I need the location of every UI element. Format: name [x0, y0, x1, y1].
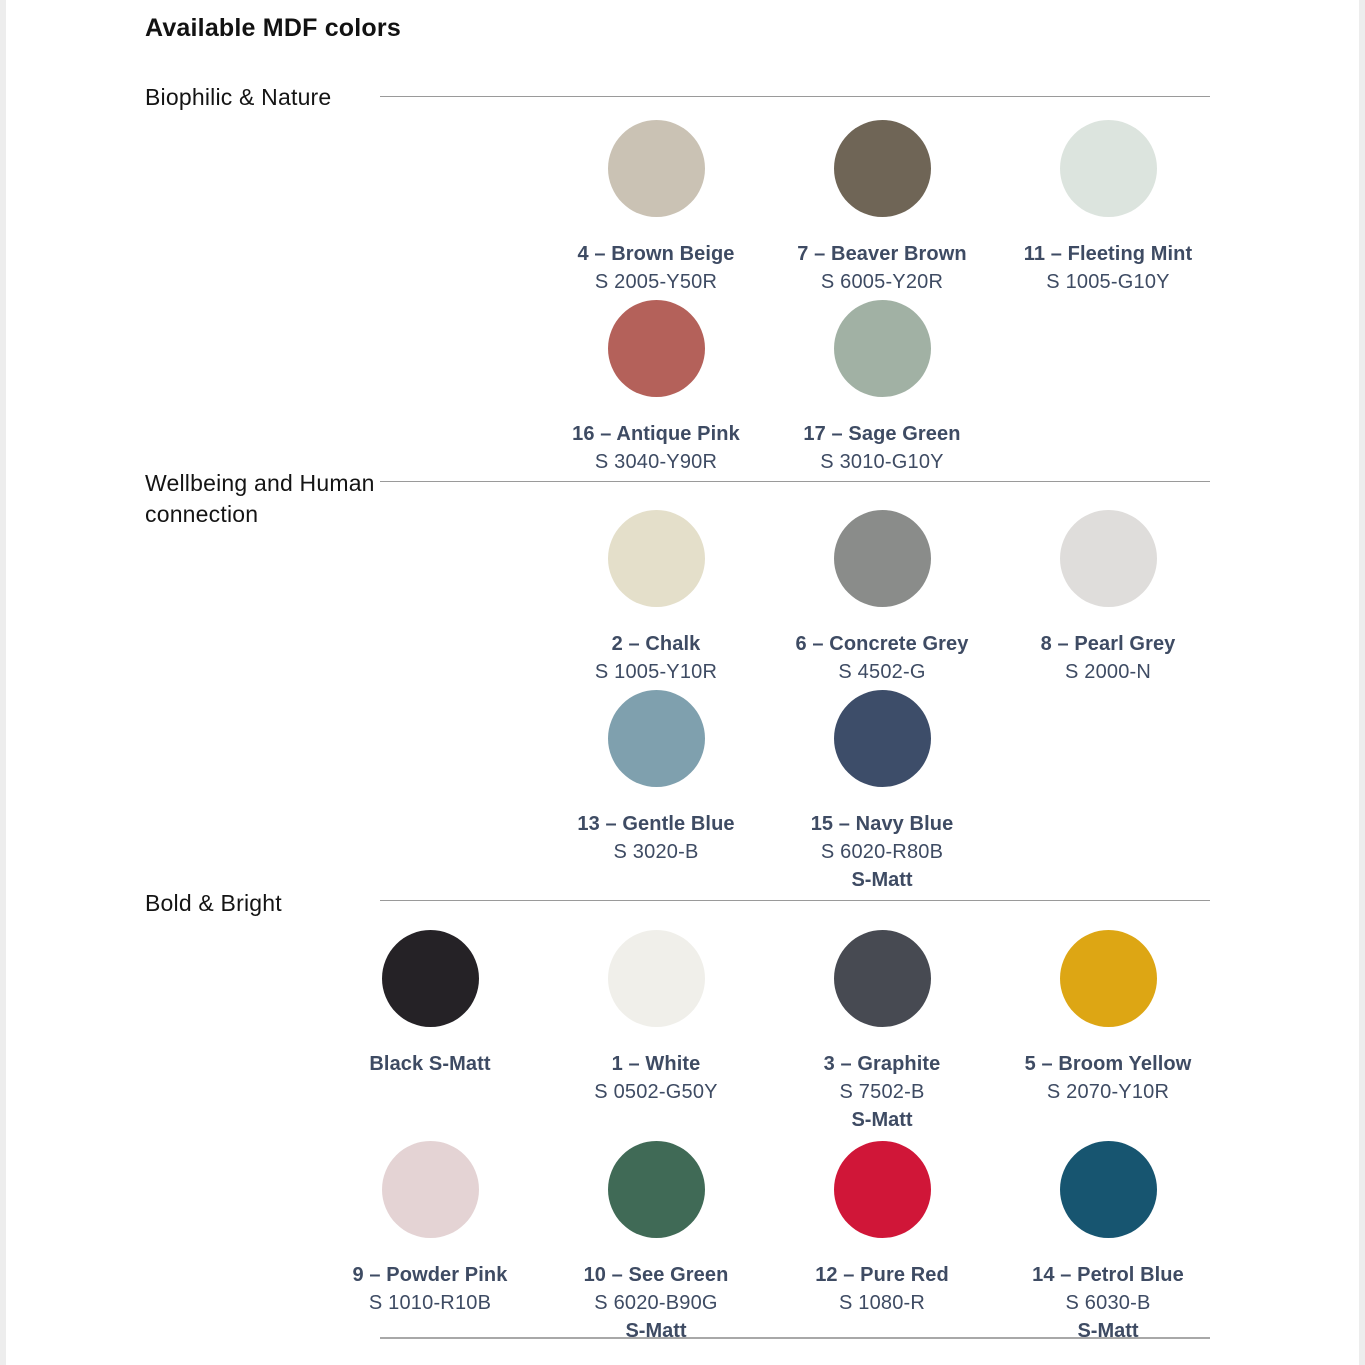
- section-header: Biophilic & Nature: [145, 84, 332, 110]
- section-divider-line: [380, 481, 1210, 482]
- color-swatch: [608, 930, 705, 1027]
- color-swatch: [1060, 510, 1157, 607]
- swatch-cell: [543, 300, 769, 474]
- swatch-cell: [769, 1141, 995, 1343]
- swatch-code: S 3040-Y90R: [594, 451, 718, 473]
- page-title: Available MDF colors: [145, 14, 401, 42]
- swatch-row: [317, 510, 1221, 684]
- swatch-code: S 2070-Y10R: [1046, 1081, 1170, 1103]
- swatch-code: S 6030-B: [1065, 1292, 1151, 1314]
- swatch-name: 11 – Fleeting Mint: [1023, 243, 1193, 265]
- color-swatch: [608, 300, 705, 397]
- color-swatch: [834, 930, 931, 1027]
- swatch-row: [317, 120, 1221, 294]
- swatch-name: Black S-Matt: [369, 1053, 491, 1075]
- swatch-code: S 4502-G: [838, 661, 926, 683]
- swatch-row: [317, 300, 1221, 474]
- page-edge-left: [0, 0, 6, 1365]
- section-header: Wellbeing and Human connection: [145, 470, 375, 527]
- swatch-name: 4 – Brown Beige: [577, 243, 735, 265]
- section-header: Bold & Bright: [145, 890, 282, 916]
- swatch-cell: [769, 930, 995, 1132]
- swatch-cell: [543, 690, 769, 892]
- swatch-cell: [769, 120, 995, 294]
- swatch-code: S 1080-R: [838, 1292, 926, 1314]
- color-swatch: [382, 930, 479, 1027]
- swatch-finish-label: S-Matt: [625, 1320, 687, 1342]
- swatch-cell: [317, 1141, 543, 1343]
- swatch-name: 14 – Petrol Blue: [1032, 1264, 1184, 1286]
- swatch-code: S 1005-Y10R: [594, 661, 718, 683]
- swatch-name: 3 – Graphite: [823, 1053, 941, 1075]
- color-swatch: [834, 690, 931, 787]
- swatch-name: 7 – Beaver Brown: [797, 243, 967, 265]
- swatch-code: S 3020-B: [613, 841, 699, 863]
- swatch-name: 17 – Sage Green: [803, 423, 961, 445]
- swatch-name: 1 – White: [611, 1053, 701, 1075]
- swatch-finish-label: S-Matt: [1077, 1320, 1139, 1342]
- swatch-cell: [543, 930, 769, 1132]
- swatch-name: 15 – Navy Blue: [810, 813, 954, 835]
- swatch-code: S 1010-R10B: [368, 1292, 492, 1314]
- color-swatch: [608, 510, 705, 607]
- color-swatch: [1060, 930, 1157, 1027]
- swatch-code: S 3010-G10Y: [820, 451, 944, 473]
- section-divider-line: [380, 96, 1210, 97]
- swatch-name: 5 – Broom Yellow: [1024, 1053, 1192, 1075]
- color-swatch: [834, 300, 931, 397]
- page-edge-right: [1359, 0, 1365, 1365]
- swatch-cell: [543, 1141, 769, 1343]
- swatch-cell: [769, 510, 995, 684]
- swatch-cell: [543, 120, 769, 294]
- color-swatch: [608, 1141, 705, 1238]
- swatch-cell: [995, 1141, 1221, 1343]
- swatch-cell: [995, 510, 1221, 684]
- swatch-cell: [995, 930, 1221, 1132]
- swatch-row: [317, 690, 1221, 892]
- color-swatch: [834, 120, 931, 217]
- swatch-finish-label: S-Matt: [851, 869, 913, 891]
- swatch-cell: [769, 300, 995, 474]
- swatch-name: 2 – Chalk: [611, 633, 701, 655]
- swatch-name: 12 – Pure Red: [815, 1264, 949, 1286]
- swatch-cell: [995, 120, 1221, 294]
- swatch-name: 8 – Pearl Grey: [1040, 633, 1176, 655]
- swatch-code: S 2000-N: [1064, 661, 1152, 683]
- swatch-row: [317, 930, 1221, 1132]
- swatch-code: S 7502-B: [839, 1081, 925, 1103]
- bottom-divider-line: [380, 1337, 1210, 1339]
- swatch-code: S 6020-R80B: [820, 841, 944, 863]
- color-swatch: [608, 120, 705, 217]
- color-swatch: [1060, 1141, 1157, 1238]
- swatch-name: 16 – Antique Pink: [572, 423, 740, 445]
- swatch-code: S 2005-Y50R: [594, 271, 718, 293]
- swatch-code: S 1005-G10Y: [1046, 271, 1170, 293]
- swatch-name: 9 – Powder Pink: [352, 1264, 508, 1286]
- swatch-name: 6 – Concrete Grey: [795, 633, 969, 655]
- color-swatch: [608, 690, 705, 787]
- color-swatch: [834, 510, 931, 607]
- swatch-name: 13 – Gentle Blue: [577, 813, 735, 835]
- swatch-cell: [317, 930, 543, 1132]
- swatch-cell: [769, 690, 995, 892]
- swatch-code: S 6020-B90G: [594, 1292, 718, 1314]
- color-swatch: [834, 1141, 931, 1238]
- color-swatch: [382, 1141, 479, 1238]
- color-swatch: [1060, 120, 1157, 217]
- swatch-row: [317, 1141, 1221, 1343]
- swatch-cell: [543, 510, 769, 684]
- swatch-finish-label: S-Matt: [851, 1109, 913, 1131]
- section-divider-line: [380, 900, 1210, 901]
- swatch-name: 10 – See Green: [583, 1264, 729, 1286]
- swatch-code: S 6005-Y20R: [820, 271, 944, 293]
- swatch-code: S 0502-G50Y: [594, 1081, 718, 1103]
